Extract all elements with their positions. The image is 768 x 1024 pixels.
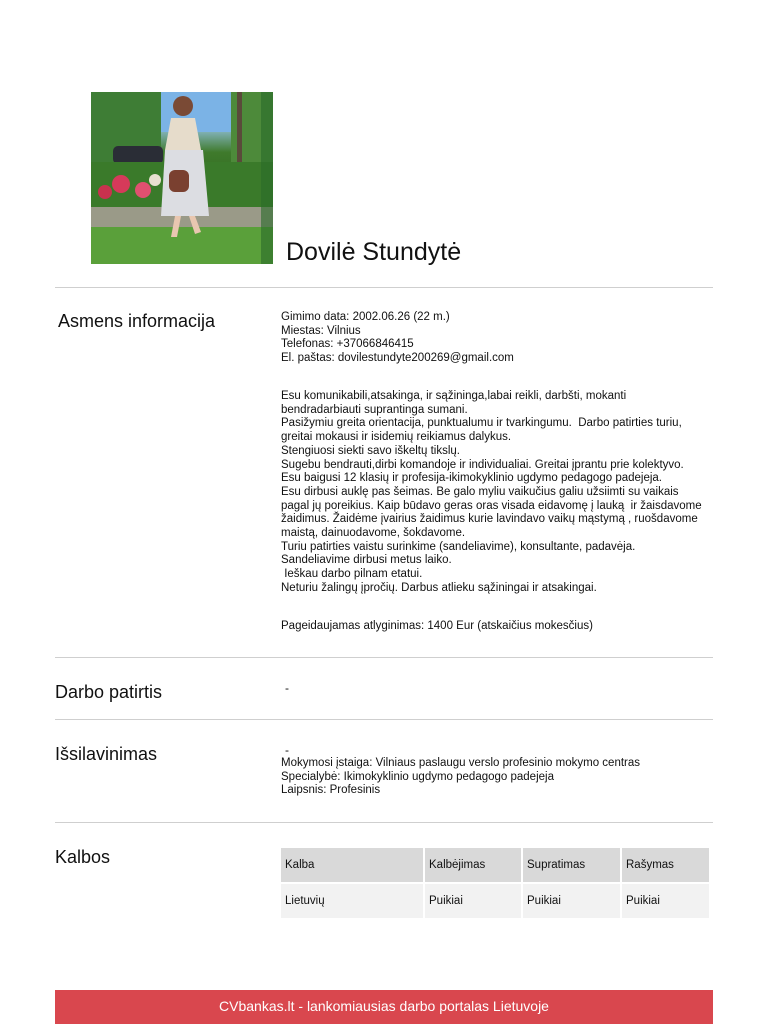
about-line: Pasižymiu greita orientacija, punktualumu ir tvarkingumu. Darbo patirties turiu,	[281, 417, 682, 430]
section-title-experience: Darbo patirtis	[55, 682, 163, 702]
section-title-personal: Asmens informacija	[58, 311, 216, 331]
birth-date: Gimimo data: 2002.06.26 (22 m.)	[281, 311, 450, 323]
experience-value: -	[285, 681, 289, 695]
profile-photo	[91, 92, 273, 264]
phone[interactable]: Telefonas: +37066846415	[281, 338, 414, 351]
email[interactable]: El. paštas: dovilestundyte200269@gmail.com	[281, 352, 514, 365]
column-header: Kalbėjimas	[425, 848, 521, 882]
speaking-cell: Puikiai	[425, 884, 521, 918]
section-title-education: Išsilavinimas	[55, 744, 158, 764]
city: Miestas: Vilnius	[281, 324, 361, 337]
footer-banner[interactable]: CVbankas.lt - lankomiausias darbo portalas Lietuvoje	[55, 990, 713, 1024]
desired-salary: Pageidaujamas atlyginimas: 1400 Eur (atskaičius mokesčius)	[281, 620, 593, 632]
education-degree: Laipsnis: Profesinis	[281, 784, 381, 797]
divider	[55, 287, 713, 288]
about-line: Sugebu bendrauti,dirbi komandoje ir individualiai. Greitai įprantu prie kolektyvo.	[281, 458, 684, 471]
about-line: Esu dirbusi auklę pas šeimas. Be galo myliu vaikučius galiu užsiimti su vaikais	[281, 485, 679, 498]
about-text	[281, 390, 711, 596]
column-header: Kalba	[281, 848, 423, 882]
candidate-name: Dovilė Stundytė	[286, 238, 462, 266]
about-line: Sandeliavime dirbusi metus laiko.	[281, 554, 452, 567]
about-line: Neturiu žalingų įpročių. Darbus atlieku sąžiningai ir atsakingai.	[281, 581, 597, 594]
table-row	[281, 884, 709, 918]
education-dash: -	[285, 743, 289, 757]
personal-details	[281, 311, 711, 366]
about-line: Ieškau darbo pilnam etatui.	[281, 568, 423, 581]
about-line: žaidimus. Žaidėme įvairius žaidimus kurie lavindavo vaikų mąstymą , ruošdavome	[281, 513, 698, 526]
education-specialty: Specialybė: Ikimokyklinio ugdymo pedagogo padejeja	[281, 770, 554, 783]
education-institution: Mokymosi įstaiga: Vilniaus paslaugu verslo profesinio mokymo centras	[281, 757, 641, 769]
about-line: greitai mokausi ir isidemių reikiamus dalykus.	[281, 431, 512, 444]
about-line: Stengiuosi siekti savo iškeltų tikslų.	[281, 444, 460, 457]
writing-cell: Puikiai	[622, 884, 709, 918]
about-line: Turiu patirties vaistu surinkime (sandeliavime), konsultante, padavėja.	[281, 540, 636, 553]
languages-header-row	[281, 848, 709, 882]
about-line: pagal jų poreikius. Kaip būdavo geras oras visada eidavomę į lauką ir žaisdavome	[281, 499, 702, 512]
divider	[55, 719, 713, 720]
about-line: maistą, dainuodavome, šokdavome.	[281, 527, 466, 540]
divider	[55, 822, 713, 823]
languages-table	[279, 846, 711, 920]
language-cell: Lietuvių	[281, 884, 423, 918]
column-header: Rašymas	[622, 848, 709, 882]
divider	[55, 657, 713, 658]
understanding-cell: Puikiai	[523, 884, 620, 918]
education-details	[281, 757, 711, 798]
about-line: Esu komunikabili,atsakinga, ir sąžininga,labai reikli, darbšti, mokanti	[281, 390, 627, 402]
column-header: Supratimas	[523, 848, 620, 882]
about-line: bendradarbiauti suprantinga sumani.	[281, 403, 468, 416]
section-title-languages: Kalbos	[55, 847, 111, 867]
about-line: Esu baigusi 12 klasių ir profesija-ikimokyklinio ugdymo pedagogo padejeja.	[281, 472, 662, 485]
